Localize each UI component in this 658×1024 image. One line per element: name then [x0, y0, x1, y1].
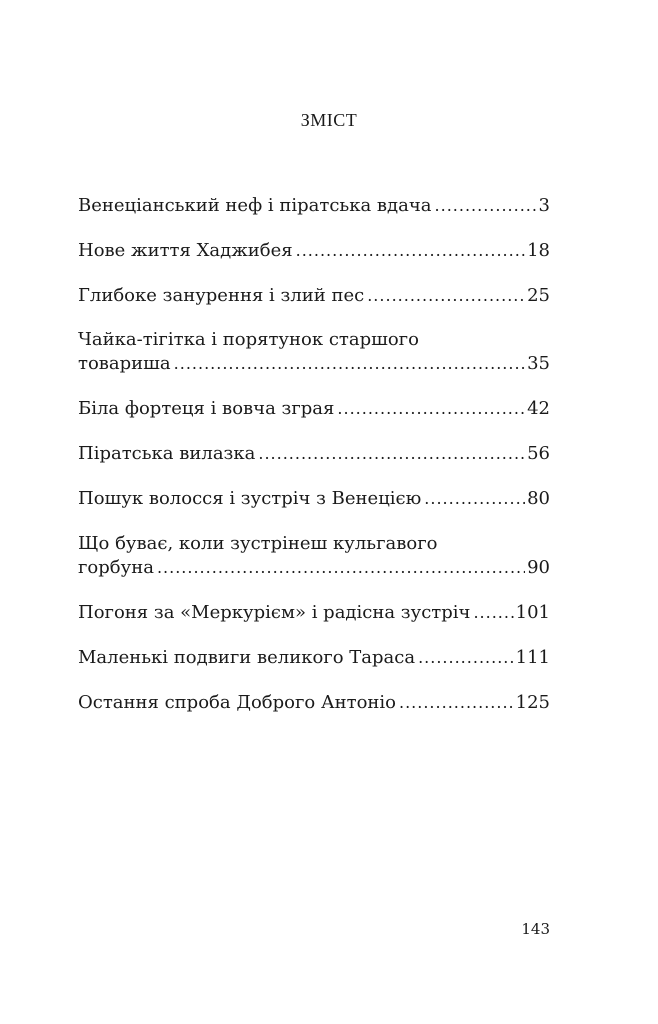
toc-entry	[78, 239, 550, 263]
toc-entry-page: 25	[527, 285, 550, 306]
toc-entry	[78, 284, 550, 308]
toc-entry-title-line1: Що буває, коли зустрінеш кульгавого	[78, 533, 438, 554]
toc-entry-page: 3	[538, 195, 550, 216]
page-number: 143	[521, 920, 550, 938]
toc-entry-page: 56	[527, 443, 550, 464]
toc-entry-title: Глибоке занурення і злий пес	[78, 285, 365, 306]
toc-entry-title: Остання спроба Доброго Антоніо	[78, 692, 396, 713]
dot-leader	[157, 556, 525, 580]
toc-entry-title: Погоня за «Меркурієм» і радісна зустріч	[78, 602, 471, 623]
toc-entry-page: 35	[527, 353, 550, 374]
toc-entry-page: 90	[527, 557, 550, 578]
toc-entry-title-line1: Чайка-тігітка і порятунок старшого	[78, 329, 419, 350]
toc-entry-title: горбуна	[78, 557, 154, 578]
toc-entry	[78, 532, 550, 580]
toc-entry-title: Пошук волосся і зустріч з Венецією	[78, 488, 422, 509]
toc-entry	[78, 442, 550, 466]
dot-leader	[296, 239, 525, 263]
dot-leader	[367, 284, 525, 308]
toc-entry-title: Піратська вилазка	[78, 443, 256, 464]
page-title: ЗМІСТ	[300, 110, 358, 130]
dot-leader	[473, 601, 513, 625]
toc-entry	[78, 646, 550, 670]
toc-entry	[78, 194, 550, 218]
toc-entry	[78, 487, 550, 511]
toc-entry-page: 80	[527, 488, 550, 509]
dot-leader	[424, 487, 525, 511]
toc-entry-title: Венеціанський неф і піратська вдача	[78, 195, 432, 216]
toc-entry	[78, 328, 550, 376]
toc-entry	[78, 601, 550, 625]
toc-entry	[78, 397, 550, 421]
toc-entry-page: 111	[515, 647, 550, 668]
toc-entry-title: Нове життя Хаджибея	[78, 240, 293, 261]
toc-entry-title: Маленькі подвиги великого Тараса	[78, 647, 416, 668]
toc-entry-title: товариша	[78, 353, 171, 374]
dot-leader	[418, 646, 514, 670]
dot-leader	[174, 352, 525, 376]
dot-leader	[337, 397, 525, 421]
dot-leader	[258, 442, 525, 466]
toc-entry-title: Біла фортеця і вовча зграя	[78, 398, 335, 419]
toc-entry-page: 125	[515, 692, 550, 713]
dot-leader	[399, 691, 514, 715]
toc-entry-page: 18	[527, 240, 550, 261]
toc-entry-page: 42	[527, 398, 550, 419]
toc-entry	[78, 691, 550, 715]
dot-leader	[435, 194, 537, 218]
toc-entry-page: 101	[515, 602, 550, 623]
